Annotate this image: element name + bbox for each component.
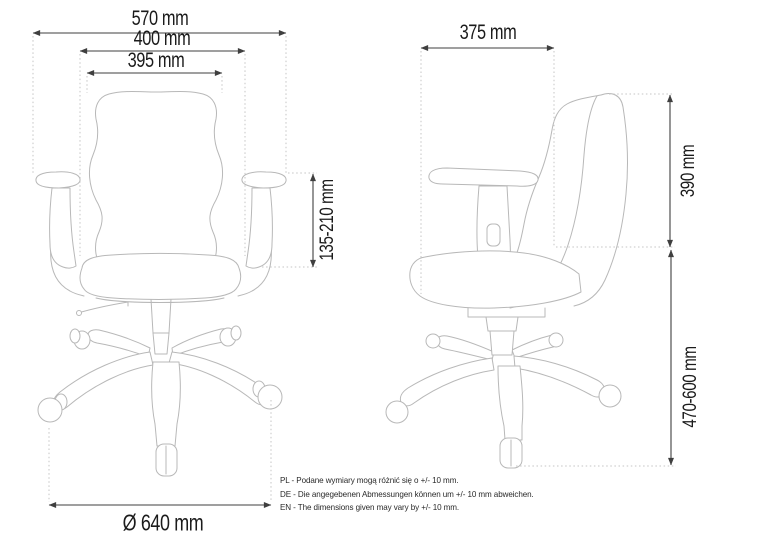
dim-label-overall-width: 570 mm bbox=[131, 7, 189, 30]
gas-lift bbox=[490, 331, 514, 355]
caster bbox=[386, 401, 408, 423]
backrest-outline bbox=[89, 92, 222, 281]
base-leg bbox=[152, 362, 181, 446]
dim-label-base-diameter: Ø 640 mm bbox=[122, 509, 204, 536]
armrest-pad bbox=[429, 168, 538, 186]
front-view-chair-drawing bbox=[36, 92, 286, 477]
adjust-lever bbox=[78, 302, 128, 313]
side-view-chair-drawing bbox=[386, 94, 627, 469]
seat-mechanism bbox=[468, 308, 545, 317]
seat-outline bbox=[410, 251, 581, 308]
note-line-en: EN - The dimensions given may vary by +/- 10 mm. bbox=[280, 502, 460, 513]
caster bbox=[38, 398, 62, 422]
armrest-support bbox=[246, 188, 272, 268]
seat-outline bbox=[80, 254, 241, 300]
dim-label-backrest-height: 390 mm bbox=[678, 144, 699, 198]
dim-label-seat-width: 400 mm bbox=[133, 27, 191, 50]
base-leg bbox=[169, 352, 269, 405]
base-leg bbox=[53, 352, 153, 410]
caster bbox=[599, 385, 621, 407]
dim-label-armrest-height: 135-210 mm bbox=[317, 179, 338, 261]
base-leg bbox=[498, 366, 523, 440]
base-leg bbox=[88, 330, 150, 357]
armrest-left bbox=[36, 172, 84, 296]
base-leg bbox=[437, 336, 494, 360]
caster bbox=[549, 333, 563, 347]
gas-lift bbox=[153, 333, 169, 354]
caster bbox=[231, 326, 241, 340]
armrest-support bbox=[50, 188, 76, 268]
armrest-pad bbox=[36, 172, 80, 188]
armrest-pad bbox=[242, 172, 286, 188]
backrest-outline bbox=[574, 94, 627, 307]
base-leg bbox=[514, 356, 605, 397]
base-leg bbox=[400, 358, 494, 406]
caster bbox=[70, 329, 80, 343]
caster bbox=[258, 385, 282, 409]
dim-label-seat-height: 470-600 mm bbox=[680, 346, 701, 428]
gas-lift bbox=[151, 299, 171, 333]
adjust-lever-tip bbox=[77, 311, 82, 316]
dim-label-backrest-width: 395 mm bbox=[127, 49, 185, 72]
note-line-de: DE - Die angegebenen Abmessungen können um +/- 10 mm abweichen. bbox=[280, 488, 534, 499]
gas-lift bbox=[486, 317, 518, 331]
dim-label-seat-depth: 375 mm bbox=[459, 21, 517, 44]
tolerance-notes bbox=[280, 474, 547, 515]
note-line-pl: PL - Podane wymiary mogą różnić się o +/- 10 mm. bbox=[280, 475, 459, 485]
caster bbox=[426, 334, 440, 348]
